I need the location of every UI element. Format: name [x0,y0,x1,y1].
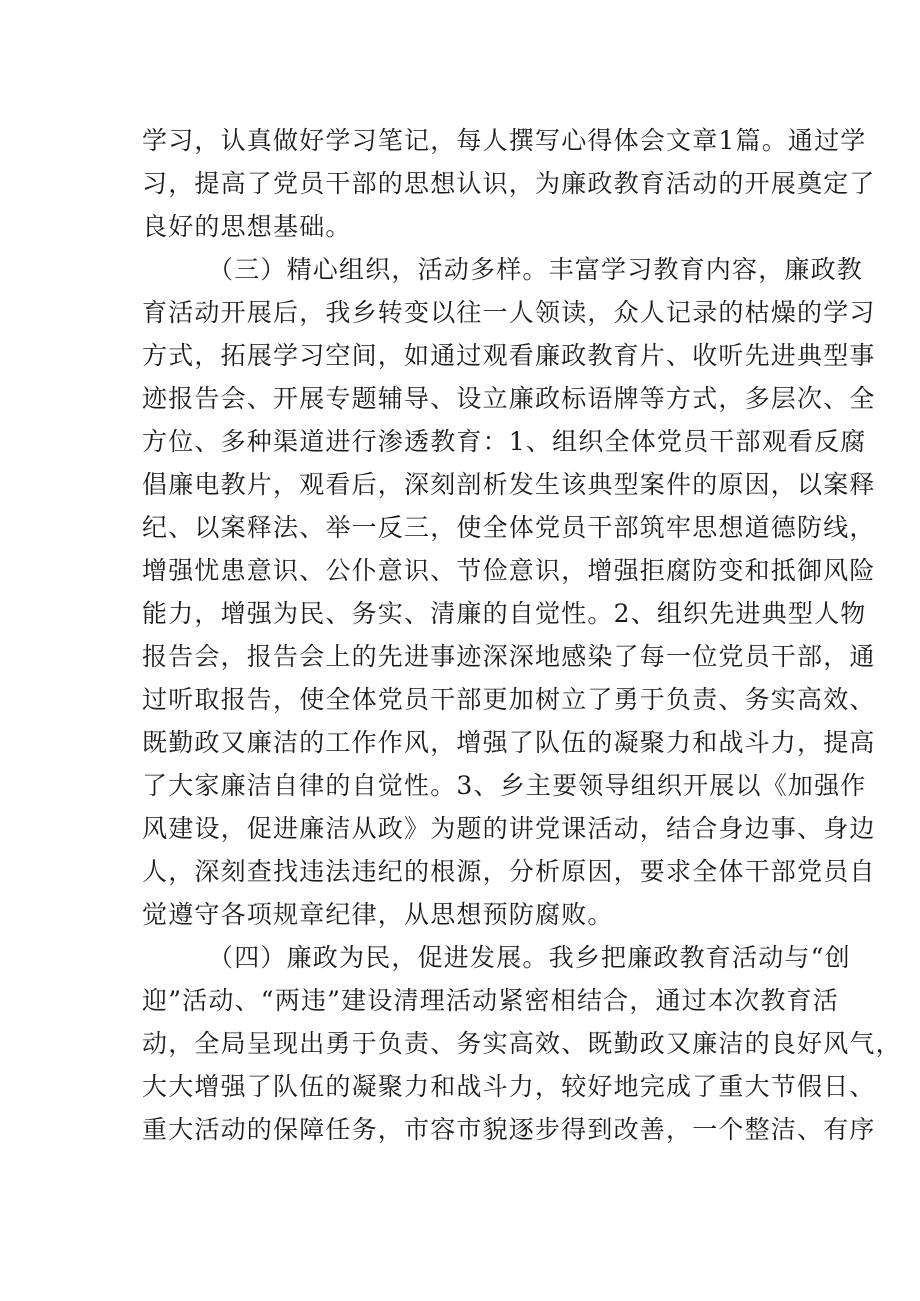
text-line: 方式，拓展学习空间，如通过观看廉政教育片、收听先进典型事 [142,341,876,370]
text-line: 迎”活动、“两违”建设清理活动紧密相结合，通过本次教育活 [142,986,839,1015]
text-line: 过听取报告，使全体党员干部更加树立了勇于负责、务实高效、 [142,685,876,714]
text-line: 大大增强了队伍的凝聚力和战斗力，较好地完成了重大节假日、 [142,1072,876,1101]
text-line: 人，深刻查找违法违纪的根源，分析原因，要求全体干部党员自 [142,857,876,886]
text-line: 迹报告会、开展专题辅导、设立廉政标语牌等方式，多层次、全 [142,384,876,413]
text-line: 育活动开展后，我乡转变以往一人领读，众人记录的枯燥的学习 [142,298,876,327]
text-line: 觉遵守各项规章纪律，从思想预防腐败。 [142,900,614,929]
section-heading-line: （四）廉政为民，促进发展。我乡把廉政教育活动与“创 [208,943,851,972]
text-line: 既勤政又廉洁的工作作风，增强了队伍的凝聚力和战斗力，提高 [142,728,876,757]
text-line: 报告会，报告会上的先进事迹深深地感染了每一位党员干部，通 [142,642,876,671]
text-line: 倡廉电教片，观看后，深刻剖析发生该典型案件的原因，以案释 [142,470,876,499]
text-line: 风建设，促进廉洁从政》为题的讲党课活动，结合身边事、身边 [142,814,876,843]
text-line: 方位、多种渠道进行渗透教育：1、组织全体党员干部观看反腐 [142,427,867,456]
text-line: 了大家廉洁自律的自觉性。3、乡主要领导组织开展以《加强作 [142,771,867,800]
section-heading-line: （三）精心组织，活动多样。丰富学习教育内容，廉政教 [208,255,864,284]
text-line: 习，提高了党员干部的思想认识，为廉政教育活动的开展奠定了 [142,169,876,198]
text-line: 增强忧患意识、公仆意识、节俭意识，增强拒腐防变和抵御风险 [142,556,876,585]
text-line: 能力，增强为民、务实、清廉的自觉性。2、组织先进典型人物 [142,599,867,628]
text-line: 动，全局呈现出勇于负责、务实高效、既勤政又廉洁的良好风气， [142,1029,902,1058]
text-line: 重大活动的保障任务，市容市貌逐步得到改善，一个整洁、有序 [142,1115,876,1144]
text-line: 学习，认真做好学习笔记，每人撰写心得体会文章1篇。通过学 [142,126,867,155]
text-line: 纪、以案释法、举一反三，使全体党员干部筑牢思想道德防线， [142,513,876,542]
text-line: 良好的思想基础。 [142,212,352,241]
